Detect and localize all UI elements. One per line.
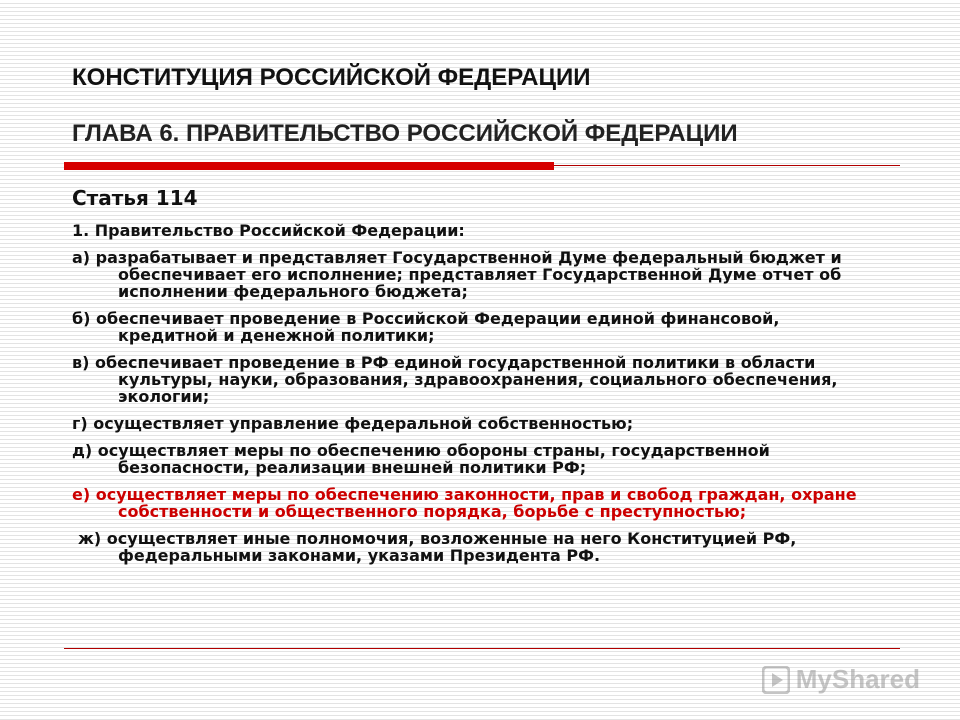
watermark-text: MyShared bbox=[795, 664, 920, 694]
chapter-title: ГЛАВА 6. ПРАВИТЕЛЬСТВО РОССИЙСКОЙ ФЕДЕРАЦИИ bbox=[72, 120, 738, 147]
article-title: Статья 114 bbox=[72, 186, 198, 210]
article-item-g: г) осуществляет управление федеральной собственностью; bbox=[72, 414, 634, 433]
footer-divider-line bbox=[64, 648, 900, 649]
article-intro: 1. Правительство Российской Федерации: bbox=[72, 221, 465, 240]
article-item-zh: ж) осуществляет иные полномочия, возложенные на него Конституцией РФ, федеральными законами, указами Президента РФ. bbox=[78, 529, 797, 565]
article-item-b: б) обеспечивает проведение в Российской Федерации единой финансовой, кредитной и денежной политики; bbox=[72, 309, 780, 345]
article-item-a: а) разрабатывает и представляет Государственной Думе федеральный бюджет и обеспечивает его исполнение; представляет Государственной Думе отчет об исполнении федерального бюджета; bbox=[72, 248, 842, 301]
article-item-v: в) обеспечивает проведение в РФ единой государственной политики в области культуры, науки, образования, здравоохранения, социального обеспечения, экологии; bbox=[72, 353, 838, 406]
article-item-e-highlighted: е) осуществляет меры по обеспечению законности, прав и свобод граждан, охране собственности и общественного порядка, борьбе с преступностью; bbox=[72, 485, 857, 521]
title-accent-bar bbox=[64, 162, 554, 170]
article-item-d: д) осуществляет меры по обеспечению обороны страны, государственной безопасности, реализации внешней политики РФ; bbox=[72, 441, 770, 477]
article-body bbox=[72, 186, 872, 574]
watermark bbox=[762, 664, 920, 695]
play-logo-icon bbox=[762, 666, 790, 694]
page-title: КОНСТИТУЦИЯ РОССИЙСКОЙ ФЕДЕРАЦИИ bbox=[72, 64, 591, 91]
